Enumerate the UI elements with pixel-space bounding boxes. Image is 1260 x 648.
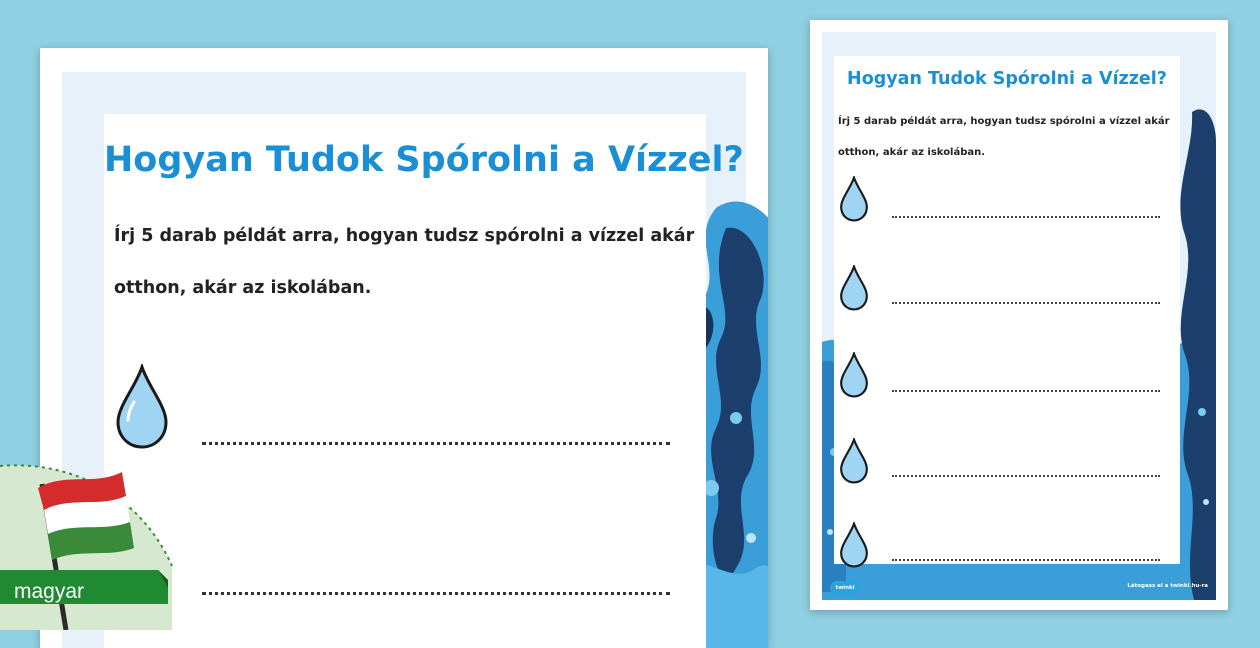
answer-line xyxy=(892,302,1160,304)
instruction-line-2: otthon, akár az iskolában. xyxy=(114,278,372,298)
worksheet-content xyxy=(834,56,1180,564)
instruction-line-1: Írj 5 darab példát arra, hogyan tudsz spórolni a vízzel akár xyxy=(838,116,1170,127)
worksheet-title: Hogyan Tudok Spórolni a Vízzel? xyxy=(847,69,1167,89)
twinkl-logo: twinkl xyxy=(830,581,860,595)
worksheet-content xyxy=(104,114,744,648)
answer-line xyxy=(892,390,1160,392)
language-badge xyxy=(0,464,180,630)
worksheet-footer xyxy=(822,578,1216,600)
water-drop-icon xyxy=(114,364,170,450)
water-drop-icon xyxy=(839,265,869,311)
water-drop-icon xyxy=(839,176,869,222)
worksheet-title: Hogyan Tudok Spórolni a Vízzel? xyxy=(104,140,744,180)
answer-line xyxy=(892,559,1160,561)
worksheet-instructions xyxy=(114,210,699,314)
worksheet-full-preview xyxy=(810,20,1228,610)
answer-line xyxy=(892,216,1160,218)
footer-link-text: Látogass el a twinkl.hu-ra xyxy=(1127,583,1208,589)
instruction-line-2: otthon, akár az iskolában. xyxy=(838,147,986,158)
worksheet-instructions xyxy=(838,106,1176,168)
language-label: magyar xyxy=(14,580,85,603)
answer-line xyxy=(892,475,1160,477)
answer-line xyxy=(202,442,670,445)
water-drop-icon xyxy=(839,352,869,398)
water-drop-icon xyxy=(839,438,869,484)
instruction-line-1: Írj 5 darab példát arra, hogyan tudsz spórolni a vízzel akár xyxy=(114,226,695,246)
water-drop-icon xyxy=(839,522,869,568)
answer-line xyxy=(202,592,670,595)
